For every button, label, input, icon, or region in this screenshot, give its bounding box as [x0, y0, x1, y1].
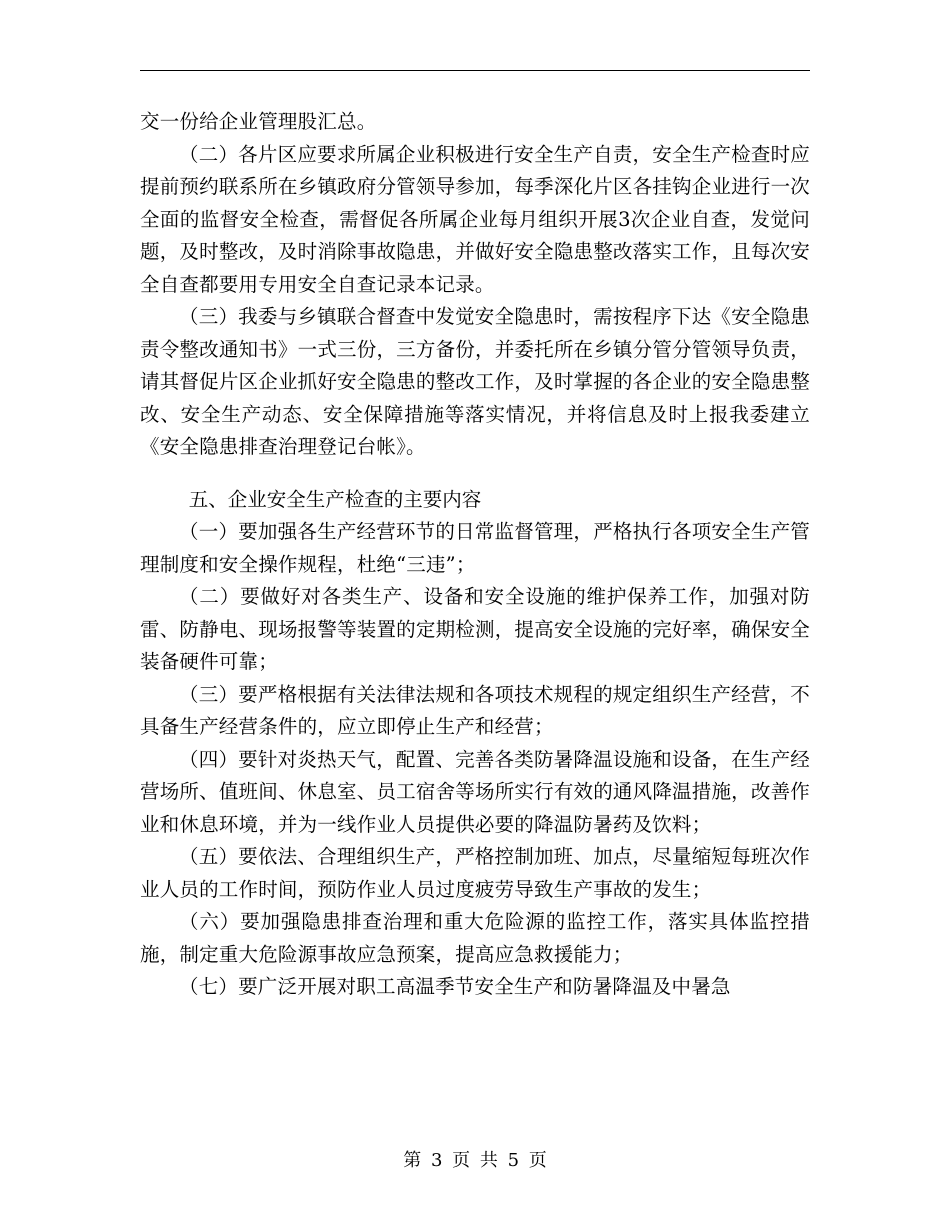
content-item-2: （二）要做好对各类生产、设备和安全设施的维护保养工作，加强对防雷、防静电、现场报警等装置的定期检测，提高安全设施的完好率，确保安全装备硬件可靠； [140, 585, 810, 673]
paragraph-continuation: 交一份给企业管理股汇总。 [140, 110, 377, 133]
document-body [140, 106, 810, 1004]
content-item-3: （三）要严格根据有关法律法规和各项技术规程的规定组织生产经营，不具备生产经营条件的，应立即停止生产和经营； [140, 682, 810, 738]
paragraph-item-3: （三）我委与乡镇联合督查中发觉安全隐患时，需按程序下达《安全隐患责令整改通知书》一式三份，三方备份，并委托所在乡镇分管分管领导负责，请其督促片区企业抓好安全隐患的整改工作，及时掌握的各企业的安全隐患整改、安全生产动态、安全保障措施等落实情况，并将信息及时上报我委建立《安全隐患排查治理登记台帐》。 [140, 305, 810, 458]
paragraph-item-2: （二）各片区应要求所属企业积极进行安全生产自责，安全生产检查时应提前预约联系所在乡镇政府分管领导参加，每季深化片区各挂钩企业进行一次全面的监督安全检查，需督促各所属企业每月组织开展3次企业自查，发觉问题，及时整改，及时消除事故隐患，并做好安全隐患整改落实工作，且每次安全自查都要用专用安全自查记录本记录。 [140, 142, 810, 296]
section-heading: 五、企业安全生产检查的主要内容 [188, 487, 482, 511]
content-item-1: （一）要加强各生产经营环节的日常监督管理，严格执行各项安全生产管理制度和安全操作规程，杜绝“三违”； [140, 520, 810, 576]
header-rule [140, 70, 810, 71]
page-number-footer: 第 3 页 共 5 页 [403, 1150, 547, 1171]
content-item-6: （六）要加强隐患排查治理和重大危险源的监控工作，落实具体监控措施，制定重大危险源事故应急预案，提高应急救援能力； [140, 910, 810, 966]
content-item-7: （七）要广泛开展对职工高温季节安全生产和防暑降温及中暑急 [179, 975, 731, 998]
content-item-4: （四）要针对炎热天气，配置、完善各类防暑降温设施和设备，在生产经营场所、值班间、休息室、员工宿舍等场所实行有效的通风降温措施，改善作业和休息环境，并为一线作业人员提供必要的降温防暑药及饮料； [140, 747, 810, 836]
content-item-5: （五）要依法、合理组织生产，严格控制加班、加点，尽量缩短每班次作业人员的工作时间，预防作业人员过度疲劳导致生产事故的发生； [140, 845, 810, 901]
